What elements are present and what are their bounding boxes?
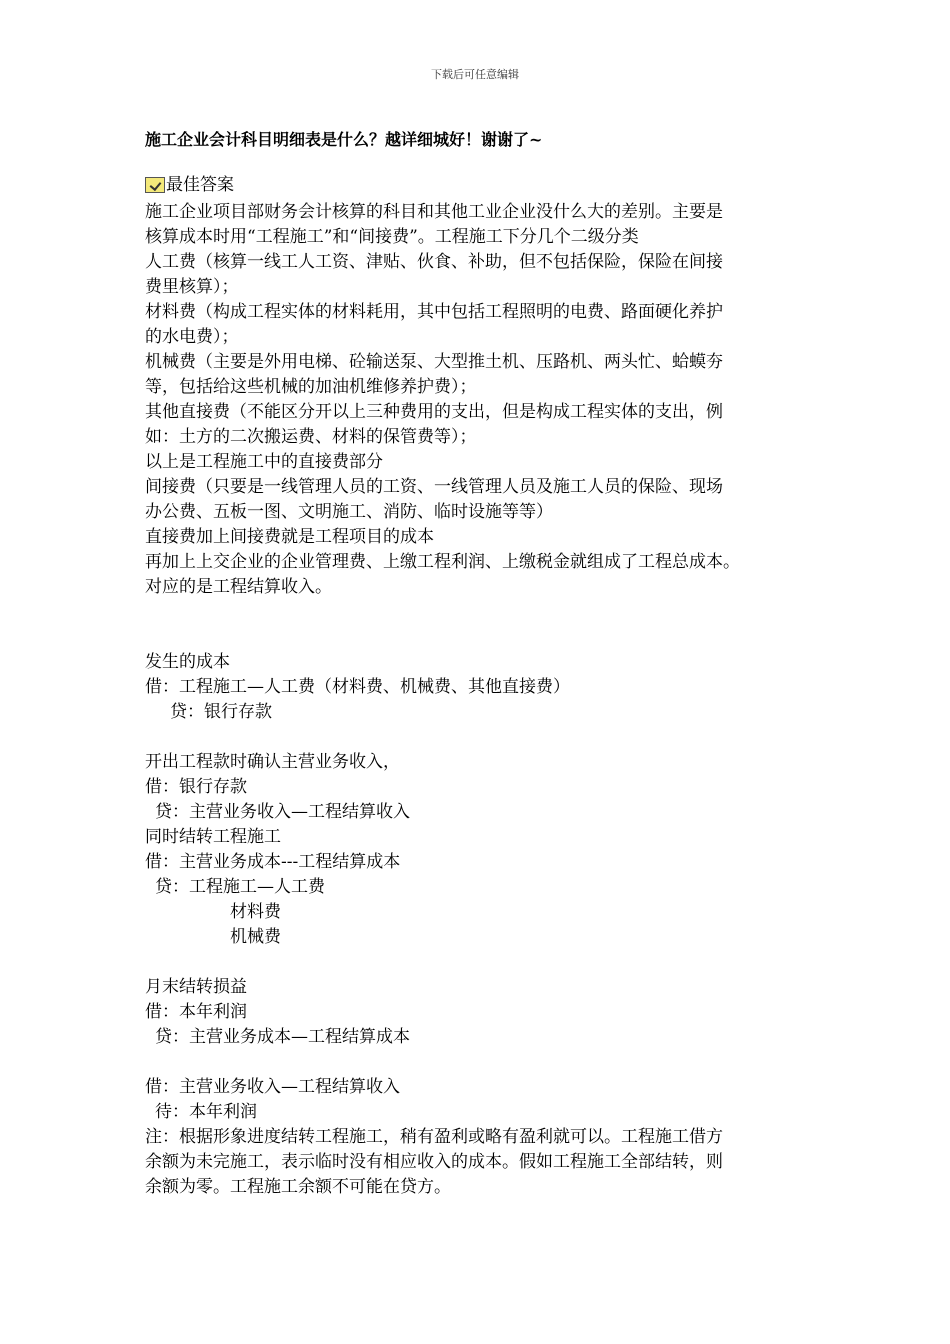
answer-line: 其他直接费（不能区分开以上三种费用的支出，但是构成工程实体的支出，例 <box>145 402 723 422</box>
answer-line: 的水电费）； <box>145 327 239 347</box>
journal-subaccount-line: 机械费 <box>230 927 281 947</box>
answer-line: 材料费（构成工程实体的材料耗用，其中包括工程照明的电费、路面硬化养护 <box>145 302 723 322</box>
best-answer-icon <box>145 177 165 193</box>
answer-line: 同时结转工程施工 <box>145 827 281 847</box>
journal-credit-line: 待：本年利润 <box>155 1102 257 1122</box>
journal-debit-line: 借：银行存款 <box>145 777 247 797</box>
journal-debit-line: 借：本年利润 <box>145 1002 247 1022</box>
best-answer-heading <box>145 173 234 197</box>
answer-line: 如：土方的二次搬运费、材料的保管费等）； <box>145 427 477 447</box>
answer-line: 以上是工程施工中的直接费部分 <box>145 452 383 472</box>
page-header: 下载后可任意编辑 <box>431 68 519 81</box>
note-line: 注：根据形象进度结转工程施工，稍有盈利或略有盈利就可以。工程施工借方 <box>145 1127 723 1147</box>
journal-debit-line: 借：主营业务收入—工程结算收入 <box>145 1077 400 1097</box>
journal-credit-line: 贷：工程施工—人工费 <box>155 877 325 897</box>
answer-line: 人工费（核算一线工人工资、津贴、伙食、补助，但不包括保险，保险在间接 <box>145 252 723 272</box>
answer-line: 月末结转损益 <box>145 977 247 997</box>
answer-line: 等，包括给这些机械的加油机维修养护费）； <box>145 377 477 397</box>
note-line: 余额为零。工程施工余额不可能在贷方。 <box>145 1177 451 1197</box>
answer-body <box>145 200 825 1200</box>
note-line: 余额为未完施工，表示临时没有相应收入的成本。假如工程施工全部结转，则 <box>145 1152 723 1172</box>
answer-line: 办公费、五板一图、文明施工、消防、临时设施等等） <box>145 502 553 522</box>
answer-line: 施工企业项目部财务会计核算的科目和其他工业企业没什么大的差别。主要是 <box>145 202 723 222</box>
blank-line <box>145 950 825 975</box>
question-title: 施工企业会计科目明细表是什么？越详细城好！谢谢了~ <box>145 130 543 149</box>
journal-subaccount-line: 材料费 <box>230 902 281 922</box>
answer-line: 费里核算）； <box>145 277 239 297</box>
answer-line: 机械费（主要是外用电梯、砼输送泵、大型推土机、压路机、两头忙、蛤蟆夯 <box>145 352 723 372</box>
journal-debit-line: 借：主营业务成本---工程结算成本 <box>145 852 401 872</box>
answer-line: 开出工程款时确认主营业务收入， <box>145 752 400 772</box>
blank-line <box>145 1050 825 1075</box>
answer-line: 对应的是工程结算收入。 <box>145 577 332 597</box>
answer-line: 直接费加上间接费就是工程项目的成本 <box>145 527 434 547</box>
blank-line <box>145 600 825 625</box>
blank-line <box>145 725 825 750</box>
answer-line: 再加上上交企业的企业管理费、上缴工程利润、上缴税金就组成了工程总成本。 <box>145 552 740 572</box>
answer-line: 核算成本时用“工程施工”和“间接费”。工程施工下分几个二级分类 <box>145 227 639 247</box>
journal-credit-line: 贷：银行存款 <box>170 702 272 722</box>
blank-line <box>145 625 825 650</box>
answer-line: 发生的成本 <box>145 652 230 672</box>
best-answer-label: 最佳答案 <box>166 175 234 195</box>
journal-debit-line: 借：工程施工—人工费（材料费、机械费、其他直接费） <box>145 677 570 697</box>
journal-credit-line: 贷：主营业务成本—工程结算成本 <box>155 1027 410 1047</box>
journal-credit-line: 贷：主营业务收入—工程结算收入 <box>155 802 410 822</box>
answer-line: 间接费（只要是一线管理人员的工资、一线管理人员及施工人员的保险、现场 <box>145 477 723 497</box>
